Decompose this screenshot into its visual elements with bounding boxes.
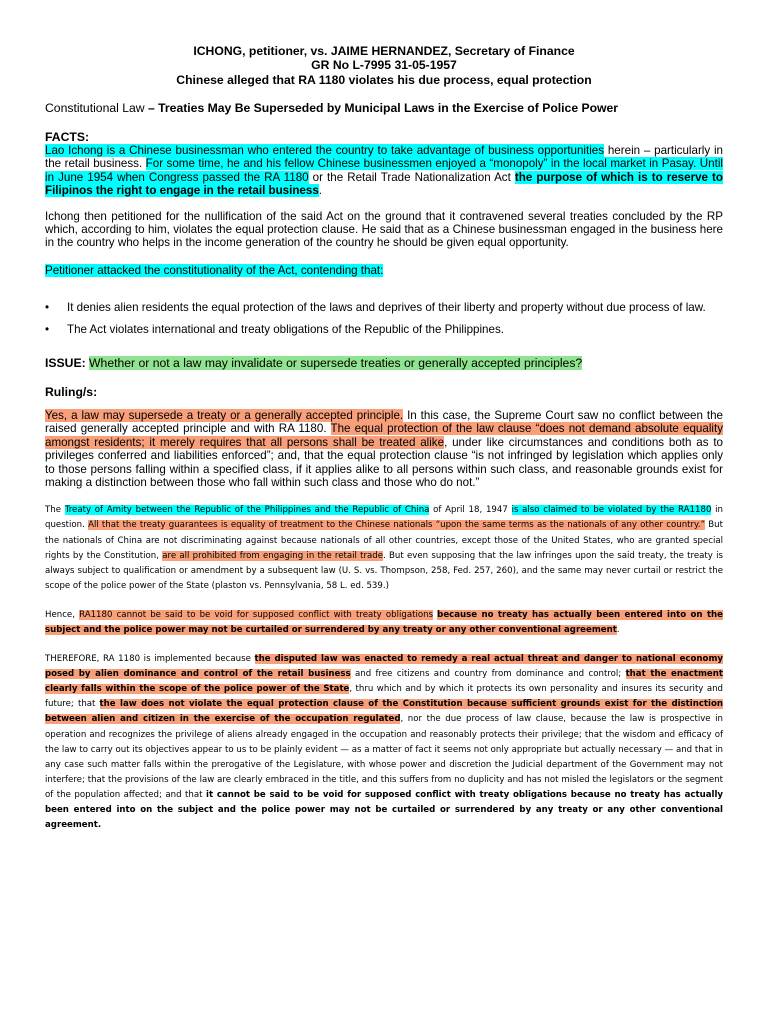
case-title-block	[45, 44, 723, 87]
list-item	[45, 323, 723, 336]
topic-line	[45, 101, 723, 115]
facts-paragraph-3	[45, 264, 723, 277]
highlighted-text: the law does not violate the equal protection clause of the Constitution because sufficient grounds exist for the distinction between alien and citizen in the exercise of the occupation regulated	[45, 699, 723, 725]
issue-text: Whether or not a law may invalidate or supersede treaties or generally accepted principles?	[89, 356, 583, 371]
text-segment: .	[318, 184, 323, 198]
text-segment: Hence,	[45, 609, 80, 620]
topic-dash: –	[144, 101, 159, 116]
case-number: GR No L-7995 31-05-1957	[311, 58, 457, 73]
contention-list	[45, 301, 723, 336]
highlighted-text: RA1180 cannot be said to be void for supposed conflict with treaty obligations	[79, 609, 434, 620]
text-segment: or the Retail Trade Nationalization Act	[308, 170, 515, 184]
text-segment: THEREFORE, RA 1180 is implemented because	[45, 654, 255, 665]
list-item-text: It denies alien residents the equal protection of the laws and deprives of their liberty and property without due process of law.	[67, 301, 706, 315]
highlighted-text: is also claimed to be violated by the RA1180	[511, 505, 712, 516]
highlighted-text: For some time, he and his fellow Chinese businessmen enjoyed a “monopoly” in the local market in Pasay. Until in June 1954 when Congress passed the RA 1180	[45, 157, 723, 184]
ruling-paragraph-1	[45, 409, 723, 489]
highlighted-text: the purpose of which is to reserve to Filipinos the right to engage in the retail business	[45, 170, 723, 198]
ruling-paragraph-3	[45, 608, 723, 638]
petitioner-contention: Petitioner attacked the constitutionality of the Act, contending that:	[45, 263, 384, 277]
text-segment: herein – particularly in the retail business.	[45, 144, 724, 171]
text-segment: In this case, the Supreme Court saw no conflict between the raised generally accepted principle and with RA 1180.	[45, 408, 723, 436]
highlighted-text: Lao Ichong is a Chinese businessman who entered the country to take advantage of business opportunities	[45, 144, 605, 158]
highlighted-text: Yes, a law may supersede a treaty or a generally accepted principle.	[45, 408, 404, 422]
topic-prefix: Constitutional Law	[45, 101, 145, 116]
text-segment: in question.	[45, 505, 723, 531]
list-item	[45, 301, 723, 314]
highlighted-text: All that the treaty guarantees is equality of treatment to the Chinese nationals “upon the same terms as the nationals of any other country.”	[88, 520, 706, 531]
document-page	[45, 44, 723, 833]
highlighted-text: Treaty of Amity between the Republic of the Philippines and the Republic of China	[64, 505, 430, 516]
bullet-icon: •	[45, 322, 50, 336]
issue-line	[45, 356, 723, 370]
list-item-text: The Act violates international and treaty obligations of the Republic of the Philippines.	[67, 322, 504, 336]
case-title: ICHONG, petitioner, vs. JAIME HERNANDEZ, Secretary of Finance	[193, 44, 575, 58]
text-segment: . But even supposing that the law infringes upon the said treaty, the treaty is always subject to qualification or amendment by a subsequent law (U. S. vs. Thompson, 258, Fed. 257, 260), and the same may never curtail or restrict the scope of the police power of the State (plaston vs. Pennsylvania, 58 L. ed. 539.)	[45, 550, 723, 591]
ruling-paragraph-4	[45, 652, 723, 833]
text-segment: But the nationals of China are not discriminating against because nationals of all other countries, except those of the United States, who are granted special rights by the Constitution,	[45, 520, 724, 561]
ruling-heading: Ruling/s:	[45, 384, 98, 399]
highlighted-text: that the enactment clearly falls within the scope of the police power of the State	[45, 669, 723, 695]
text-segment: , thru which and by which it protects its own personality and insures its security and future; that	[45, 684, 724, 710]
text-segment: The	[45, 505, 65, 516]
text-segment: , under like circumstances and conditions both as to privileges conferred and liabilities enforced”; and, that the equal protection clause “is not infringed by legislation which applies only to those persons falling within a specified class, if it applies alike to all persons within such class, and reasonable grounds exist for making a distinction between those who fall within such class and those who do not.”	[45, 435, 723, 489]
facts-paragraph-1	[45, 144, 723, 198]
text-segment: .	[616, 625, 620, 635]
issue-label: ISSUE:	[45, 356, 86, 371]
text-segment: and free citizens and country from dominance and control;	[350, 669, 626, 680]
case-summary: Chinese alleged that RA 1180 violates his due process, equal protection	[176, 72, 592, 87]
text-segment: it cannot be said to be void for supposed conflict with treaty obligations because no treaty has actually been entered into on the subject and the police power may not be curtailed or surrendered by any treaty or any other conventional agreement.	[45, 789, 723, 831]
ruling-paragraph-2	[45, 503, 723, 594]
highlighted-text: because no treaty has actually been entered into on the subject and the police power may not be curtailed or surrendered by any treaty or any other conventional agreement	[45, 609, 723, 635]
highlighted-text: the disputed law was enacted to remedy a real actual threat and danger to national economy posed by alien dominance and control of the retail business	[45, 654, 723, 680]
text-segment: of April 18, 1947	[429, 505, 512, 516]
bullet-icon: •	[45, 301, 50, 315]
highlighted-text: are all prohibited from engaging in the retail trade	[162, 550, 384, 561]
highlighted-text: The equal protection of the law clause “does not demand absolute equality amongst residents; it merely requires that all persons shall be treated alike	[45, 422, 724, 449]
text-segment: , nor the due process of law clause, because the law is prospective in operation and recognizes the privilege of aliens already engaged in the occupation and reasonably protects their privilege; that the wisdom and efficacy of the law to carry out its objectives appear to us to be plainly evident — as a matter of fact it seems not only appropriate but actually necessary — and that in any case such matter falls within the prerogative of the Legislature, with whose power and discretion the Judicial department of the Government may not interfere; that the provisions of the law are clearly embraced in the title, and this suffers from no duplicity and has not misled the legislators or the segment of the population affected; and that	[45, 714, 723, 800]
facts-heading: FACTS:	[45, 129, 90, 144]
topic-title: Treaties May Be Superseded by Municipal Laws in the Exercise of Police Power	[158, 101, 619, 116]
facts-paragraph-2: Ichong then petitioned for the nullification of the said Act on the ground that it contravened several treaties concluded by the RP which, according to him, violates the equal protection clause. He said that as a Chinese businessman engaged in the business here in the country who helps in the income generation of the country he should be given equal opportunity.	[45, 209, 723, 250]
